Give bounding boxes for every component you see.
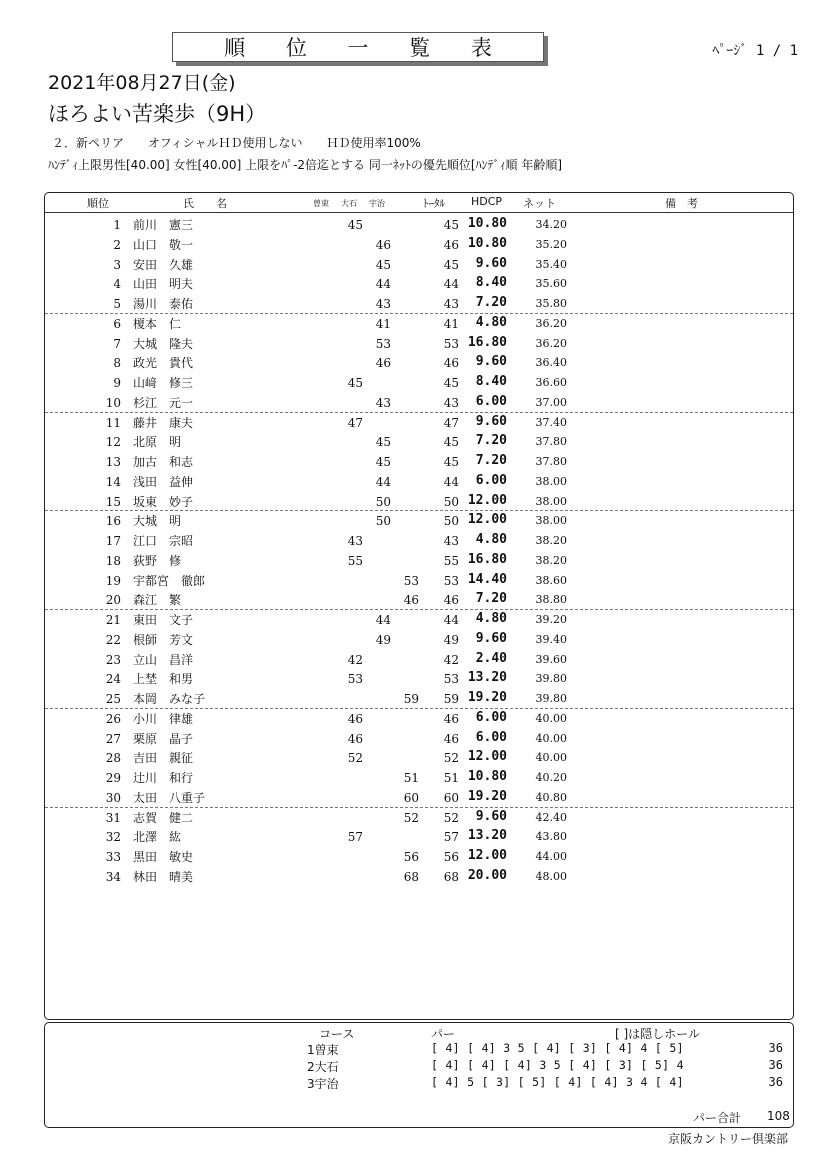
- course-name: 1曽束: [307, 1043, 339, 1057]
- name-cell: 小川 律雄: [133, 711, 194, 726]
- course1-score: 52: [347, 751, 363, 766]
- rank-cell: 15: [105, 494, 121, 509]
- conditions-line-1: ２．新ペリア オフィシャルＨＤ使用しない ＨＤ使用率100%: [52, 136, 421, 150]
- hdcp-value: 9.60: [475, 808, 507, 824]
- name-cell: 坂東 妙子: [133, 494, 194, 509]
- name-cell: 加古 和志: [133, 455, 194, 469]
- course-name: 2大石: [307, 1060, 339, 1074]
- rank-cell: 4: [113, 277, 121, 292]
- total-score: 50: [443, 514, 459, 529]
- hdcp-value: 12.00: [467, 512, 507, 528]
- rank-cell: 31: [105, 810, 121, 825]
- course2-score: 45: [375, 257, 391, 272]
- name-cell: 大城 隆夫: [133, 336, 194, 351]
- table-row: [45, 847, 793, 867]
- rank-cell: 32: [105, 830, 121, 845]
- total-score: 47: [443, 415, 459, 430]
- course3-score: 53: [403, 573, 419, 588]
- total-score: 51: [443, 771, 459, 785]
- net-score: 38.60: [535, 573, 567, 587]
- header-divider: [45, 212, 793, 213]
- net-score: 35.60: [535, 277, 567, 291]
- total-score: 55: [443, 553, 459, 568]
- net-score: 48.00: [535, 869, 567, 883]
- course2-score: 45: [375, 435, 391, 450]
- hdcp-value: 7.20: [475, 433, 507, 449]
- header-remarks: 備 考: [665, 197, 698, 210]
- total-score: 43: [443, 534, 459, 548]
- name-cell: 根師 芳文: [133, 632, 194, 647]
- rank-cell: 6: [113, 316, 121, 331]
- total-score: 60: [443, 790, 459, 805]
- table-row: [45, 452, 793, 472]
- hdcp-value: 10.80: [467, 235, 507, 251]
- course2-score: 50: [375, 494, 391, 509]
- total-score: 46: [443, 711, 459, 726]
- net-score: 37.80: [535, 455, 567, 468]
- net-score: 38.20: [535, 534, 567, 547]
- net-score: 36.60: [535, 376, 567, 389]
- net-score: 35.20: [535, 237, 567, 251]
- total-score: 42: [443, 652, 459, 667]
- course2-score: 44: [375, 474, 391, 489]
- rank-cell: 13: [105, 455, 121, 469]
- hdcp-value: 12.00: [467, 848, 507, 863]
- total-score: 44: [443, 277, 459, 292]
- net-score: 40.00: [535, 751, 567, 765]
- hdcp-value: 6.00: [475, 393, 507, 409]
- name-cell: 浅田 益伸: [133, 474, 194, 489]
- table-row: [45, 274, 793, 294]
- course2-score: 43: [375, 395, 391, 410]
- rank-cell: 5: [113, 297, 121, 311]
- net-score: 38.00: [535, 514, 567, 528]
- net-score: 43.80: [535, 830, 567, 844]
- course-name: 3宇治: [307, 1077, 339, 1091]
- table-row: [45, 235, 793, 255]
- hdcp-value: 19.20: [467, 690, 507, 705]
- name-cell: 森江 繁: [133, 593, 182, 608]
- rank-cell: 1: [113, 218, 121, 232]
- course1-score: 46: [347, 711, 363, 726]
- name-cell: 山口 敬一: [133, 237, 194, 252]
- course-pars: [ 4] 5 [ 3] [ 5] [ 4] [ 4] 3 4 [ 4]: [431, 1075, 684, 1089]
- rank-cell: 10: [105, 395, 121, 410]
- course2-score: 53: [375, 336, 391, 351]
- hdcp-value: 7.20: [475, 453, 507, 468]
- total-score: 59: [443, 692, 459, 706]
- name-cell: 湯川 泰佑: [133, 297, 194, 311]
- table-row: [45, 768, 793, 788]
- total-score: 52: [443, 751, 459, 766]
- rank-cell: 30: [105, 790, 121, 805]
- hdcp-value: 8.40: [475, 374, 507, 389]
- total-score: 68: [443, 869, 459, 884]
- net-score: 39.40: [535, 632, 567, 646]
- table-row: [45, 314, 793, 334]
- net-score: 38.00: [535, 494, 567, 508]
- name-cell: 本岡 みな子: [133, 692, 206, 706]
- header-net: ネット: [523, 197, 556, 210]
- net-score: 38.80: [535, 593, 567, 607]
- table-row: [45, 413, 793, 433]
- total-score: 45: [443, 435, 459, 450]
- course2-score: 46: [375, 237, 391, 252]
- name-cell: 江口 宗昭: [133, 534, 194, 548]
- net-score: 40.80: [535, 790, 567, 804]
- net-score: 38.20: [535, 553, 567, 567]
- table-row: [45, 373, 793, 393]
- total-score: 44: [443, 613, 459, 627]
- net-score: 39.20: [535, 613, 567, 626]
- name-cell: 黒田 敏史: [133, 850, 194, 864]
- course1-score: 57: [347, 830, 363, 845]
- header-course1: 曽束: [313, 199, 329, 208]
- page-title: 順 位 一 覧 表: [224, 36, 509, 60]
- total-score: 43: [443, 395, 459, 410]
- course2-score: 43: [375, 297, 391, 311]
- net-score: 36.20: [535, 316, 567, 330]
- course2-score: 44: [375, 277, 391, 292]
- hdcp-value: 9.60: [475, 255, 507, 271]
- rank-cell: 19: [105, 573, 121, 588]
- table-row: [45, 294, 793, 314]
- rank-cell: 7: [113, 336, 121, 351]
- net-score: 35.80: [535, 297, 567, 310]
- rank-cell: 29: [105, 771, 121, 785]
- rank-cell: 14: [105, 474, 121, 489]
- header-course2: 大石: [341, 199, 357, 208]
- rank-cell: 11: [105, 415, 121, 430]
- table-row: [45, 709, 793, 729]
- name-cell: 北澤 紘: [133, 830, 182, 845]
- header-course3: 宇治: [369, 199, 385, 208]
- name-cell: 杉江 元一: [133, 395, 194, 410]
- name-cell: 栗原 晶子: [133, 731, 194, 746]
- hdcp-value: 14.40: [467, 571, 507, 587]
- course-label: コース: [319, 1027, 355, 1041]
- course3-score: 60: [403, 790, 419, 805]
- hdcp-value: 19.20: [467, 788, 507, 804]
- rank-cell: 24: [105, 672, 121, 687]
- table-row: [45, 650, 793, 670]
- header-name: 氏 名: [183, 197, 227, 210]
- net-score: 40.00: [535, 711, 567, 725]
- hdcp-value: 10.80: [467, 769, 507, 784]
- course2-score: 50: [375, 514, 391, 529]
- total-score: 45: [443, 218, 459, 232]
- course3-score: 56: [403, 850, 419, 864]
- rank-cell: 17: [105, 534, 121, 548]
- table-row: [45, 748, 793, 768]
- total-score: 43: [443, 297, 459, 311]
- table-row: [45, 492, 793, 512]
- table-row: [45, 393, 793, 413]
- course-par-total: 36: [768, 1041, 783, 1055]
- hdcp-value: 20.00: [467, 867, 507, 883]
- total-score: 50: [443, 494, 459, 509]
- total-score: 53: [443, 336, 459, 351]
- hdcp-value: 6.00: [475, 472, 507, 488]
- course-par-table: [44, 1022, 794, 1128]
- total-score: 46: [443, 356, 459, 371]
- par-total-value: 108: [767, 1109, 790, 1123]
- name-cell: 吉田 親征: [133, 751, 194, 766]
- net-score: 37.00: [535, 395, 567, 409]
- table-row: [45, 353, 793, 373]
- rank-cell: 12: [105, 435, 121, 450]
- rank-cell: 27: [105, 731, 121, 746]
- table-row: [45, 867, 793, 887]
- rank-cell: 26: [105, 711, 121, 726]
- hdcp-value: 9.60: [475, 630, 507, 646]
- course3-score: 51: [403, 771, 419, 785]
- course1-score: 43: [347, 534, 363, 548]
- total-score: 52: [443, 810, 459, 825]
- net-score: 36.40: [535, 356, 567, 370]
- table-row: [45, 729, 793, 749]
- net-score: 38.00: [535, 474, 567, 488]
- rank-cell: 18: [105, 553, 121, 568]
- hdcp-value: 16.80: [467, 334, 507, 350]
- course3-score: 59: [403, 692, 419, 706]
- rank-cell: 20: [105, 593, 121, 608]
- net-score: 39.60: [535, 652, 567, 666]
- net-score: 40.20: [535, 771, 567, 784]
- header-hdcp: HDCP: [471, 195, 503, 208]
- hdcp-value: 9.60: [475, 413, 507, 429]
- total-score: 45: [443, 257, 459, 272]
- rank-cell: 28: [105, 751, 121, 766]
- table-row: [45, 334, 793, 354]
- name-cell: 安田 久雄: [133, 257, 194, 272]
- table-row: [45, 531, 793, 551]
- name-cell: 山田 明夫: [133, 277, 194, 292]
- hdcp-value: 7.20: [475, 295, 507, 310]
- net-score: 37.80: [535, 435, 567, 449]
- hdcp-value: 4.80: [475, 532, 507, 547]
- name-cell: 大城 明: [133, 514, 182, 529]
- course3-score: 46: [403, 593, 419, 608]
- name-cell: 北原 明: [133, 435, 182, 450]
- conditions-line-2: ﾊﾝﾃﾞｨ上限男性[40.00] 女性[40.00] 上限をﾊﾟ-2倍迄とする 同一ﾈｯﾄの優先順位[ﾊﾝﾃﾞｨ順 年齢順]: [48, 158, 563, 172]
- table-row: [45, 788, 793, 808]
- hdcp-value: 2.40: [475, 650, 507, 666]
- hdcp-value: 4.80: [475, 314, 507, 330]
- course2-score: 45: [375, 455, 391, 469]
- table-row: [45, 808, 793, 828]
- total-score: 41: [443, 316, 459, 331]
- hdcp-value: 6.00: [475, 709, 507, 725]
- header-total: ﾄｰﾀﾙ: [423, 197, 445, 210]
- hidden-hole-note: [ ]は隠しホール: [615, 1027, 700, 1041]
- name-cell: 藤井 康夫: [133, 415, 194, 430]
- net-score: 35.40: [535, 257, 567, 271]
- title-box: [172, 32, 544, 62]
- course1-score: 53: [347, 672, 363, 687]
- net-score: 40.00: [535, 731, 567, 745]
- rank-cell: 3: [113, 257, 121, 272]
- table-row: [45, 669, 793, 689]
- results-table: [44, 192, 794, 1020]
- total-score: 46: [443, 237, 459, 252]
- name-cell: 政光 貴代: [133, 356, 194, 371]
- total-score: 57: [443, 830, 459, 845]
- table-row: [45, 472, 793, 492]
- course1-score: 46: [347, 731, 363, 746]
- rank-cell: 23: [105, 652, 121, 667]
- table-row: [45, 551, 793, 571]
- table-row: [45, 432, 793, 452]
- total-score: 53: [443, 573, 459, 588]
- par-total-label: パー合計: [693, 1111, 742, 1125]
- course1-score: 45: [347, 218, 363, 232]
- name-cell: 志賀 健二: [133, 810, 194, 825]
- course3-score: 52: [403, 810, 419, 825]
- name-cell: 宇都宮 徹郎: [133, 573, 206, 588]
- event-name: ほろよい苦楽歩（9H）: [48, 102, 267, 126]
- net-score: 34.20: [535, 218, 567, 231]
- rank-cell: 8: [113, 356, 121, 371]
- net-score: 39.80: [535, 672, 567, 686]
- course1-score: 45: [347, 376, 363, 390]
- name-cell: 辻川 和行: [133, 771, 194, 785]
- table-row: [45, 255, 793, 275]
- table-row: [45, 511, 793, 531]
- total-score: 56: [443, 850, 459, 864]
- table-row: [45, 689, 793, 709]
- name-cell: 前川 憲三: [133, 218, 194, 232]
- rank-cell: 2: [113, 237, 121, 252]
- hdcp-value: 10.80: [467, 216, 507, 231]
- total-score: 44: [443, 474, 459, 489]
- name-cell: 榎本 仁: [133, 316, 182, 331]
- name-cell: 東田 文子: [133, 613, 194, 627]
- hdcp-value: 16.80: [467, 551, 507, 567]
- table-row: [45, 215, 793, 235]
- rank-cell: 22: [105, 632, 121, 647]
- name-cell: 林田 晴美: [133, 869, 194, 884]
- table-row: [45, 827, 793, 847]
- total-score: 45: [443, 376, 459, 390]
- course-par-total: 36: [768, 1075, 783, 1089]
- course2-score: 46: [375, 356, 391, 371]
- net-score: 36.20: [535, 336, 567, 350]
- hdcp-value: 9.60: [475, 354, 507, 370]
- rank-cell: 25: [105, 692, 121, 706]
- net-score: 37.40: [535, 415, 567, 429]
- club-name: 京阪カントリー倶楽部: [667, 1132, 788, 1146]
- table-row: [45, 610, 793, 630]
- total-score: 46: [443, 593, 459, 608]
- header-rank: 順位: [87, 197, 109, 210]
- total-score: 49: [443, 632, 459, 647]
- table-row: [45, 590, 793, 610]
- table-row: [45, 571, 793, 591]
- hdcp-value: 6.00: [475, 729, 507, 745]
- net-score: 39.80: [535, 692, 567, 705]
- net-score: 42.40: [535, 810, 567, 824]
- course2-score: 44: [375, 613, 391, 627]
- course3-score: 68: [403, 869, 419, 884]
- hdcp-value: 12.00: [467, 492, 507, 508]
- name-cell: 太田 八重子: [133, 790, 206, 805]
- course2-score: 49: [375, 632, 391, 647]
- name-cell: 上埜 和男: [133, 672, 194, 687]
- total-score: 45: [443, 455, 459, 469]
- total-score: 46: [443, 731, 459, 746]
- hdcp-value: 13.20: [467, 828, 507, 844]
- course-par-total: 36: [768, 1058, 783, 1072]
- rank-cell: 16: [105, 514, 121, 529]
- hdcp-value: 4.80: [475, 611, 507, 626]
- total-score: 53: [443, 672, 459, 687]
- net-score: 44.00: [535, 850, 567, 863]
- course1-score: 42: [347, 652, 363, 667]
- page-number: ﾍﾟｰｼﾞ 1 / 1: [712, 43, 798, 59]
- course-pars: [ 4] [ 4] [ 4] 3 5 [ 4] [ 3] [ 5] 4: [431, 1058, 684, 1072]
- par-label: パー: [431, 1027, 456, 1041]
- table-row: [45, 630, 793, 650]
- hdcp-value: 8.40: [475, 275, 507, 291]
- event-date: 2021年08月27日(金): [48, 72, 236, 94]
- name-cell: 立山 昌洋: [133, 652, 194, 667]
- hdcp-value: 7.20: [475, 591, 507, 607]
- course1-score: 55: [347, 553, 363, 568]
- hdcp-value: 12.00: [467, 749, 507, 765]
- rank-cell: 33: [105, 850, 121, 864]
- rank-cell: 34: [105, 869, 121, 884]
- course-pars: [ 4] [ 4] 3 5 [ 4] [ 3] [ 4] 4 [ 5]: [431, 1041, 684, 1055]
- name-cell: 山﨑 修三: [133, 376, 194, 390]
- course2-score: 41: [375, 316, 391, 331]
- rank-cell: 9: [113, 376, 121, 390]
- name-cell: 荻野 修: [133, 553, 182, 568]
- rank-cell: 21: [105, 613, 121, 627]
- course1-score: 47: [347, 415, 363, 430]
- hdcp-value: 13.20: [467, 670, 507, 686]
